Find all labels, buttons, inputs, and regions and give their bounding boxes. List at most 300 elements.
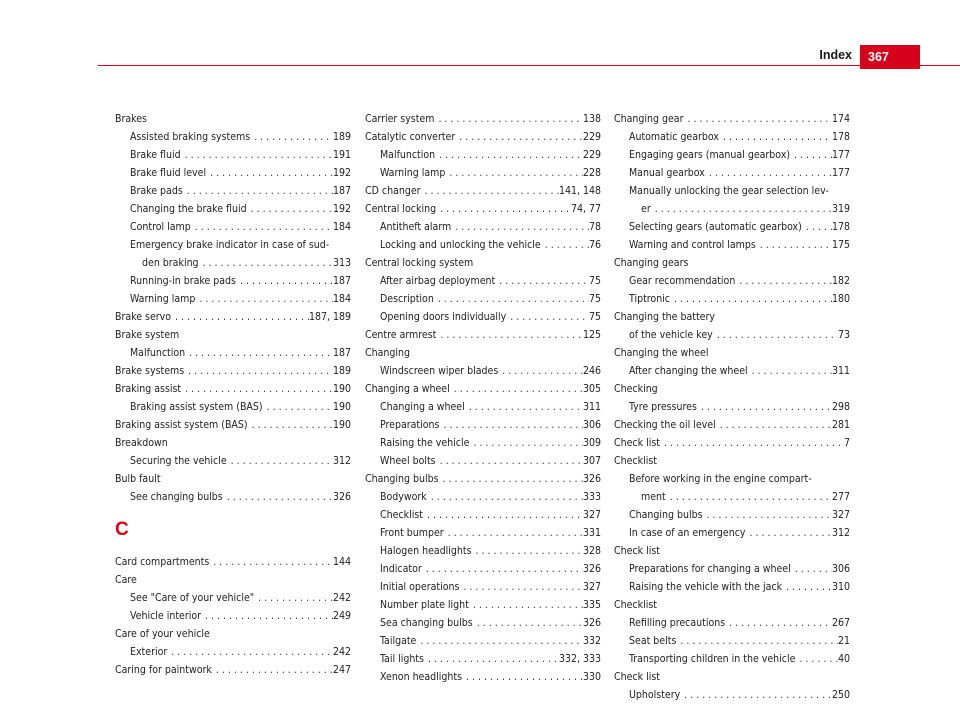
index-subentry bbox=[115, 272, 351, 290]
page-reference[interactable]: 267 bbox=[831, 617, 850, 629]
index-subentry bbox=[365, 524, 601, 542]
index-entry bbox=[365, 344, 601, 362]
entry-term: Centre armrest bbox=[365, 329, 437, 341]
index-subentry bbox=[614, 560, 850, 578]
index-subentry bbox=[365, 452, 601, 470]
page-reference[interactable]: 74, 77 bbox=[570, 203, 601, 215]
leader-dots bbox=[451, 218, 589, 236]
index-subentry bbox=[365, 560, 601, 578]
leader-dots bbox=[705, 164, 832, 182]
index-subentry bbox=[365, 434, 601, 452]
entry-term: Vehicle interior bbox=[130, 610, 201, 622]
leader-dots bbox=[651, 200, 832, 218]
entry-term: Central locking system bbox=[365, 257, 474, 269]
page-reference[interactable]: 311 bbox=[831, 365, 850, 377]
entry-term: Brake fluid level bbox=[130, 167, 207, 179]
page-reference[interactable]: 327 bbox=[831, 509, 850, 521]
leader-dots bbox=[223, 488, 333, 506]
leader-dots bbox=[725, 614, 832, 632]
index-entry bbox=[614, 452, 850, 470]
index-subentry bbox=[614, 650, 850, 668]
leader-dots bbox=[199, 254, 333, 272]
index-entry bbox=[115, 470, 351, 488]
index-subentry bbox=[115, 236, 351, 272]
page-reference[interactable]: 78 bbox=[588, 221, 601, 233]
entry-term: See "Care of your vehicle" bbox=[130, 592, 255, 604]
entry-term: Warning lamp bbox=[380, 167, 446, 179]
index-entry bbox=[115, 326, 351, 344]
entry-term: Checklist bbox=[614, 455, 657, 467]
leader-dots bbox=[660, 434, 844, 452]
index-subentry bbox=[614, 398, 850, 416]
leader-dots bbox=[247, 200, 333, 218]
index-subentry bbox=[365, 596, 601, 614]
page-reference[interactable]: 326 bbox=[332, 491, 351, 503]
page-reference[interactable]: 40 bbox=[837, 653, 850, 665]
page-number-tab bbox=[860, 45, 920, 69]
leader-dots bbox=[745, 524, 831, 542]
entry-term: Changing a wheel bbox=[365, 383, 450, 395]
entry-term: Central locking bbox=[365, 203, 437, 215]
entry-term: Halogen headlights bbox=[380, 545, 472, 557]
page-reference[interactable]: 21 bbox=[837, 635, 850, 647]
page-reference[interactable]: 7 bbox=[843, 437, 850, 449]
entry-term: Check list bbox=[614, 671, 660, 683]
page-header bbox=[0, 0, 960, 80]
page-reference[interactable]: 144 bbox=[332, 556, 351, 568]
index-subentry bbox=[115, 200, 351, 218]
page-reference[interactable]: 125 bbox=[582, 329, 601, 341]
leader-dots bbox=[541, 236, 589, 254]
index-entry bbox=[365, 110, 601, 128]
leader-dots bbox=[435, 146, 583, 164]
entry-term: Changing bulbs bbox=[365, 473, 439, 485]
entry-term: Locking and unlocking the vehicle bbox=[380, 239, 541, 251]
entry-term: of the vehicle key bbox=[629, 329, 713, 341]
entry-term: CD changer bbox=[365, 185, 421, 197]
page-reference[interactable]: 330 bbox=[582, 671, 601, 683]
page-reference[interactable]: 312 bbox=[831, 527, 850, 539]
page-number: 367 bbox=[868, 50, 889, 64]
leader-dots bbox=[263, 398, 333, 416]
entry-term: Antitheft alarm bbox=[380, 221, 452, 233]
entry-term: Tailgate bbox=[380, 635, 417, 647]
page-reference[interactable]: 184 bbox=[332, 221, 351, 233]
index-subentry bbox=[614, 182, 850, 218]
index-subentry bbox=[365, 218, 601, 236]
entry-term: Checklist bbox=[614, 599, 657, 611]
page-reference[interactable]: 190 bbox=[332, 419, 351, 431]
index-entry bbox=[614, 308, 850, 326]
leader-dots bbox=[703, 506, 832, 524]
page-reference[interactable]: 75 bbox=[588, 275, 601, 287]
entry-term: Carrier system bbox=[365, 113, 435, 125]
entry-term: Assisted braking systems bbox=[130, 131, 251, 143]
leader-dots bbox=[790, 146, 832, 164]
index-subentry bbox=[614, 164, 850, 182]
index-column-1 bbox=[115, 110, 351, 679]
entry-term: Wheel bolts bbox=[380, 455, 436, 467]
leader-dots bbox=[473, 614, 583, 632]
page-reference[interactable]: 246 bbox=[582, 365, 601, 377]
index-subentry bbox=[365, 272, 601, 290]
entry-term: Opening doors individually bbox=[380, 311, 507, 323]
leader-dots bbox=[201, 607, 333, 625]
entry-term: Automatic gearbox bbox=[629, 131, 719, 143]
page-reference[interactable]: 184 bbox=[332, 293, 351, 305]
leader-dots bbox=[462, 668, 583, 686]
entry-term: Brake system bbox=[115, 329, 180, 341]
page-reference[interactable]: 187 bbox=[332, 347, 351, 359]
index-subentry bbox=[115, 164, 351, 182]
index-entry bbox=[115, 553, 351, 571]
entry-term: Changing the brake fluid bbox=[130, 203, 247, 215]
leader-dots bbox=[250, 128, 333, 146]
page-reference[interactable]: 187 bbox=[332, 275, 351, 287]
page-reference[interactable]: 141, 148 bbox=[558, 185, 601, 197]
page-reference[interactable]: 178 bbox=[831, 131, 850, 143]
page-reference[interactable]: 192 bbox=[332, 167, 351, 179]
entry-term: Upholstery bbox=[629, 689, 681, 701]
index-subentry bbox=[365, 146, 601, 164]
page-reference[interactable]: 305 bbox=[582, 383, 601, 395]
index-subentry bbox=[115, 146, 351, 164]
index-subentry bbox=[115, 290, 351, 308]
entry-term: Xenon headlights bbox=[380, 671, 463, 683]
page-reference[interactable]: 189 bbox=[332, 131, 351, 143]
page-reference[interactable]: 277 bbox=[831, 491, 850, 503]
index-column-2 bbox=[365, 110, 601, 686]
index-entry bbox=[365, 326, 601, 344]
page-reference[interactable]: 177 bbox=[831, 149, 850, 161]
entry-term: Securing the vehicle bbox=[130, 455, 227, 467]
page-reference[interactable]: 306 bbox=[831, 563, 850, 575]
leader-dots bbox=[184, 362, 333, 380]
entry-term: Changing bulbs bbox=[629, 509, 703, 521]
leader-dots bbox=[795, 650, 838, 668]
page-reference[interactable]: 333 bbox=[582, 491, 601, 503]
leader-dots bbox=[735, 272, 832, 290]
page-reference[interactable]: 335 bbox=[582, 599, 601, 611]
leader-dots bbox=[167, 643, 333, 661]
page-reference[interactable]: 326 bbox=[582, 473, 601, 485]
leader-dots bbox=[424, 650, 559, 668]
index-subentry bbox=[115, 398, 351, 416]
leader-dots bbox=[436, 326, 583, 344]
index-entry bbox=[115, 308, 351, 326]
index-subentry bbox=[115, 452, 351, 470]
leader-dots bbox=[434, 110, 583, 128]
entry-term: Malfunction bbox=[380, 149, 436, 161]
leader-dots bbox=[676, 632, 838, 650]
header-rule bbox=[98, 65, 960, 66]
index-entry bbox=[614, 668, 850, 686]
leader-dots bbox=[248, 416, 333, 434]
entry-term: Manual gearbox bbox=[629, 167, 705, 179]
leader-dots bbox=[434, 290, 589, 308]
leader-dots bbox=[254, 589, 333, 607]
entry-term: Caring for paintwork bbox=[115, 664, 212, 676]
leader-dots bbox=[436, 452, 583, 470]
entry-term: Braking assist system (BAS) bbox=[115, 419, 248, 431]
page-reference[interactable]: 326 bbox=[582, 617, 601, 629]
index-column-3 bbox=[614, 110, 850, 704]
entry-term: Preparations bbox=[380, 419, 440, 431]
leader-dots bbox=[713, 326, 838, 344]
page-title: Index bbox=[819, 48, 852, 62]
page-reference[interactable]: 177 bbox=[831, 167, 850, 179]
page-reference[interactable]: 307 bbox=[582, 455, 601, 467]
leader-dots bbox=[465, 398, 583, 416]
leader-dots bbox=[439, 470, 583, 488]
entry-term: After airbag deployment bbox=[380, 275, 496, 287]
leader-dots bbox=[445, 164, 583, 182]
entry-term: Exterior bbox=[130, 646, 168, 658]
index-entry bbox=[115, 362, 351, 380]
leader-dots bbox=[181, 380, 333, 398]
page-reference[interactable]: 327 bbox=[582, 581, 601, 593]
index-subentry bbox=[115, 344, 351, 362]
index-subentry bbox=[365, 416, 601, 434]
page-reference[interactable]: 175 bbox=[831, 239, 850, 251]
page-reference[interactable]: 309 bbox=[582, 437, 601, 449]
page-reference[interactable]: 178 bbox=[831, 221, 850, 233]
index-entry bbox=[115, 571, 351, 589]
index-subentry bbox=[365, 308, 601, 326]
page-reference[interactable]: 281 bbox=[831, 419, 850, 431]
index-entry bbox=[614, 380, 850, 398]
entry-term: After changing the wheel bbox=[629, 365, 748, 377]
leader-dots bbox=[444, 524, 583, 542]
index-entry bbox=[115, 661, 351, 679]
entry-term: Changing gears bbox=[614, 257, 689, 269]
entry-term: Braking assist system (BAS) bbox=[130, 401, 263, 413]
index-entry bbox=[115, 434, 351, 452]
page-reference[interactable]: 311 bbox=[582, 401, 601, 413]
entry-term: Changing gear bbox=[614, 113, 684, 125]
page-reference[interactable]: 247 bbox=[332, 664, 351, 676]
entry-term: Raising the vehicle with the jack bbox=[629, 581, 783, 593]
entry-term: Checking bbox=[614, 383, 658, 395]
page-reference[interactable]: 228 bbox=[582, 167, 601, 179]
index-subentry bbox=[614, 578, 850, 596]
index-subentry bbox=[365, 290, 601, 308]
page-reference[interactable]: 332 bbox=[582, 635, 601, 647]
index-subentry bbox=[365, 542, 601, 560]
section-letter: C bbox=[115, 519, 129, 540]
leader-dots bbox=[716, 416, 832, 434]
leader-dots bbox=[791, 560, 832, 578]
leader-dots bbox=[719, 128, 832, 146]
entry-term: Tiptronic bbox=[629, 293, 671, 305]
entry-term: Care of your vehicle bbox=[115, 628, 210, 640]
entry-term: Bulb fault bbox=[115, 473, 161, 485]
entry-term: Transporting children in the vehicle bbox=[629, 653, 796, 665]
page-reference[interactable]: 229 bbox=[582, 149, 601, 161]
index-entry bbox=[614, 416, 850, 434]
index-subentry bbox=[614, 218, 850, 236]
index-subentry bbox=[614, 326, 850, 344]
page-reference[interactable]: 328 bbox=[582, 545, 601, 557]
index-subentry bbox=[365, 488, 601, 506]
leader-dots bbox=[427, 488, 583, 506]
index-entry bbox=[614, 254, 850, 272]
page-reference[interactable]: 298 bbox=[831, 401, 850, 413]
index-subentry bbox=[115, 607, 351, 625]
index-entry bbox=[115, 110, 351, 128]
page-reference[interactable]: 189 bbox=[332, 365, 351, 377]
page-reference[interactable]: 327 bbox=[582, 509, 601, 521]
index-subentry bbox=[614, 686, 850, 704]
page-reference[interactable]: 174 bbox=[831, 113, 850, 125]
index-entry bbox=[115, 416, 351, 434]
index-subentry bbox=[614, 362, 850, 380]
index-subentry bbox=[365, 506, 601, 524]
leader-dots bbox=[802, 218, 832, 236]
page-reference[interactable]: 242 bbox=[332, 646, 351, 658]
index-subentry bbox=[115, 128, 351, 146]
entry-term: Catalytic converter bbox=[365, 131, 456, 143]
index-subentry bbox=[614, 272, 850, 290]
entry-term: Running-in brake pads bbox=[130, 275, 236, 287]
leader-dots bbox=[782, 578, 832, 596]
index-subentry bbox=[115, 643, 351, 661]
leader-dots bbox=[423, 506, 583, 524]
entry-term: Engaging gears (manual gearbox) bbox=[629, 149, 791, 161]
entry-term: Care bbox=[115, 574, 137, 586]
entry-term: Malfunction bbox=[130, 347, 186, 359]
entry-term: Description bbox=[380, 293, 434, 305]
entry-term: Warning and control lamps bbox=[629, 239, 756, 251]
page-reference[interactable]: 332, 333 bbox=[558, 653, 601, 665]
entry-term: Brake servo bbox=[115, 311, 172, 323]
index-subentry bbox=[614, 506, 850, 524]
entry-term: Brake pads bbox=[130, 185, 183, 197]
page-reference[interactable]: 73 bbox=[837, 329, 850, 341]
index-subentry bbox=[115, 589, 351, 607]
entry-term: Preparations for changing a wheel bbox=[629, 563, 791, 575]
leader-dots bbox=[416, 632, 583, 650]
index-entry bbox=[365, 182, 601, 200]
entry-term-continued: er bbox=[641, 203, 651, 215]
leader-dots bbox=[455, 128, 583, 146]
page-reference[interactable]: 242 bbox=[332, 592, 351, 604]
page-reference[interactable]: 312 bbox=[332, 455, 351, 467]
page-reference[interactable]: 192 bbox=[332, 203, 351, 215]
leader-dots bbox=[421, 182, 559, 200]
page-reference[interactable]: 326 bbox=[582, 563, 601, 575]
leader-dots bbox=[206, 164, 333, 182]
page-reference[interactable]: 310 bbox=[831, 581, 850, 593]
index-subentry bbox=[115, 182, 351, 200]
entry-term: Changing the wheel bbox=[614, 347, 709, 359]
entry-term: Warning lamp bbox=[130, 293, 196, 305]
index-subentry bbox=[614, 614, 850, 632]
page-reference[interactable]: 331 bbox=[582, 527, 601, 539]
leader-dots bbox=[209, 553, 333, 571]
entry-term: In case of an emergency bbox=[629, 527, 746, 539]
leader-dots bbox=[459, 578, 583, 596]
leader-dots bbox=[195, 290, 333, 308]
page-reference[interactable]: 190 bbox=[332, 383, 351, 395]
index-subentry bbox=[614, 290, 850, 308]
page-reference[interactable]: 313 bbox=[332, 257, 351, 269]
entry-term: Emergency brake indicator in case of sud- bbox=[130, 239, 330, 251]
page-reference[interactable]: 250 bbox=[831, 689, 850, 701]
leader-dots bbox=[191, 218, 333, 236]
leader-dots bbox=[495, 272, 589, 290]
entry-term: Checklist bbox=[380, 509, 423, 521]
index-subentry bbox=[115, 488, 351, 506]
leader-dots bbox=[236, 272, 333, 290]
page-reference[interactable]: 187 bbox=[332, 185, 351, 197]
page-reference[interactable]: 138 bbox=[582, 113, 601, 125]
page-reference[interactable]: 319 bbox=[831, 203, 850, 215]
page-reference[interactable]: 187, 189 bbox=[308, 311, 351, 323]
entry-term: Bodywork bbox=[380, 491, 427, 503]
entry-term: See changing bulbs bbox=[130, 491, 223, 503]
entry-term-continued: den braking bbox=[142, 257, 199, 269]
entry-term: Check list bbox=[614, 545, 660, 557]
leader-dots bbox=[683, 110, 832, 128]
index-subentry bbox=[365, 632, 601, 650]
entry-term: Raising the vehicle bbox=[380, 437, 470, 449]
page-reference[interactable]: 190 bbox=[332, 401, 351, 413]
page-reference[interactable]: 76 bbox=[588, 239, 601, 251]
entry-term: Checking the oil level bbox=[614, 419, 716, 431]
index-entry bbox=[365, 470, 601, 488]
entry-term: Braking assist bbox=[115, 383, 182, 395]
page-reference[interactable]: 306 bbox=[582, 419, 601, 431]
entry-term: Control lamp bbox=[130, 221, 191, 233]
index-subentry bbox=[365, 668, 601, 686]
index-entry bbox=[365, 380, 601, 398]
index-subentry bbox=[365, 650, 601, 668]
index-entry bbox=[614, 596, 850, 614]
leader-dots bbox=[212, 661, 333, 679]
entry-term: Changing the battery bbox=[614, 311, 715, 323]
index-entry bbox=[614, 344, 850, 362]
leader-dots bbox=[185, 344, 333, 362]
entry-term: Seat belts bbox=[629, 635, 677, 647]
index-entry bbox=[365, 200, 601, 218]
leader-dots bbox=[680, 686, 832, 704]
leader-dots bbox=[469, 596, 583, 614]
page-reference[interactable]: 182 bbox=[831, 275, 850, 287]
page-reference[interactable]: 75 bbox=[588, 293, 601, 305]
page-reference[interactable]: 180 bbox=[831, 293, 850, 305]
entry-term: Selecting gears (automatic gearbox) bbox=[629, 221, 802, 233]
leader-dots bbox=[756, 236, 832, 254]
entry-term: Check list bbox=[614, 437, 660, 449]
page-reference[interactable]: 229 bbox=[582, 131, 601, 143]
leader-dots bbox=[227, 452, 333, 470]
index-entry bbox=[614, 110, 850, 128]
page-reference[interactable]: 191 bbox=[332, 149, 351, 161]
index-subentry bbox=[365, 578, 601, 596]
leader-dots bbox=[171, 308, 309, 326]
index-subentry bbox=[614, 128, 850, 146]
entry-term: Sea changing bulbs bbox=[380, 617, 473, 629]
page-reference[interactable]: 249 bbox=[332, 610, 351, 622]
entry-term: Breakdown bbox=[115, 437, 168, 449]
entry-term: Indicator bbox=[380, 563, 422, 575]
entry-term: Windscreen wiper blades bbox=[380, 365, 499, 377]
leader-dots bbox=[472, 542, 583, 560]
page-reference[interactable]: 75 bbox=[588, 311, 601, 323]
leader-dots bbox=[183, 182, 333, 200]
index-subentry bbox=[365, 164, 601, 182]
